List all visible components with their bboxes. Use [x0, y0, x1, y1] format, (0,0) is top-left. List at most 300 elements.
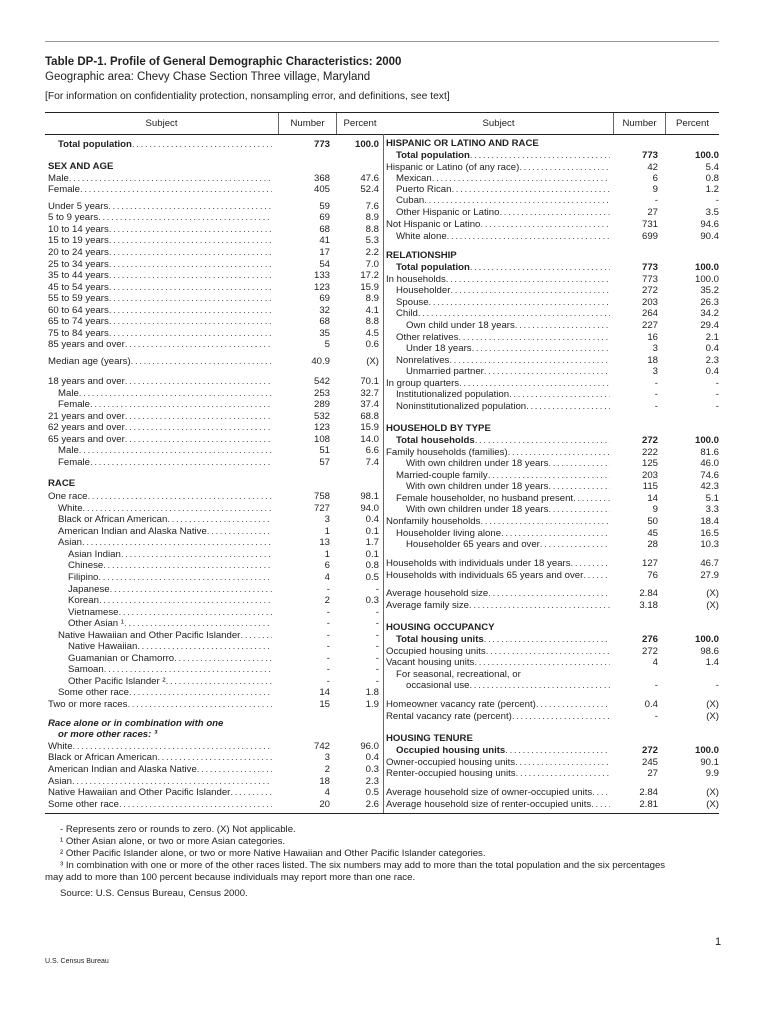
table-row [386, 558, 719, 569]
row-label: One race [48, 491, 88, 502]
table-row [386, 262, 719, 273]
dot-leader [125, 411, 272, 422]
dot-leader [515, 757, 610, 768]
number-cell: 17 [319, 247, 330, 258]
source-note: Source: U.S. Census Bureau, Census 2000. [60, 888, 248, 899]
table-row [48, 457, 379, 468]
table-row [48, 434, 379, 445]
percent-cell: 0.1 [365, 549, 379, 560]
table-row [386, 274, 719, 285]
table-row [386, 138, 719, 149]
dot-leader [447, 231, 610, 242]
number-cell: 68 [319, 224, 330, 235]
table-row [48, 161, 379, 172]
percent-cell: (X) [706, 787, 719, 798]
row-label: HOUSING TENURE [386, 733, 473, 744]
percent-cell: 3.3 [705, 504, 719, 515]
table-row [48, 764, 379, 775]
row-label: Guamanian or Chamorro [68, 653, 175, 664]
dot-leader [458, 332, 610, 343]
percent-cell: 0.3 [365, 595, 379, 606]
dot-leader [207, 526, 272, 537]
percent-cell: 0.1 [365, 526, 379, 537]
percent-cell: 17.2 [360, 270, 379, 281]
percent-cell: 0.3 [365, 764, 379, 775]
percent-cell [658, 622, 719, 633]
number-cell: 405 [313, 184, 330, 195]
number-cell: 542 [313, 376, 330, 387]
row-label: Households with individuals under 18 years [386, 558, 571, 569]
number-cell [272, 478, 330, 489]
percent-cell: (X) [706, 588, 719, 599]
percent-cell [658, 250, 719, 261]
number-cell: 222 [641, 447, 658, 458]
footnote: ² Other Pacific Islander alone, or two or more Native Hawaiian and Other Pacific Islander categories. [60, 848, 486, 859]
number-cell: 272 [641, 646, 658, 657]
percent-cell: - [375, 641, 379, 652]
row-label: Filipino [68, 572, 99, 583]
table-row [386, 378, 719, 389]
number-cell: - [326, 664, 330, 675]
table-row [48, 316, 379, 327]
number-cell: 123 [313, 422, 330, 433]
percent-cell: 10.3 [700, 539, 719, 550]
percent-cell [330, 478, 379, 489]
table-row [386, 699, 719, 710]
row-label: Renter-occupied housing units [386, 768, 516, 779]
number-cell [610, 423, 658, 434]
percent-cell: 0.5 [365, 572, 379, 583]
table-row [48, 776, 379, 787]
row-label: Householder 65 years and over [406, 539, 540, 550]
right-column-header [384, 113, 719, 134]
row-label: Female householder, no husband present [396, 493, 574, 504]
column-divider [383, 134, 384, 813]
number-cell: 3 [652, 366, 658, 377]
table-row [386, 285, 719, 296]
number-cell: 773 [641, 274, 658, 285]
dot-leader [230, 787, 272, 798]
number-cell [610, 138, 658, 149]
table-row [48, 503, 379, 514]
dot-leader [109, 305, 272, 316]
dot-leader [125, 339, 272, 350]
row-label: Japanese [68, 584, 110, 595]
dot-leader [469, 680, 610, 691]
row-label: Nonrelatives [396, 355, 450, 366]
percent-cell: 98.6 [700, 646, 719, 657]
table-row [48, 787, 379, 798]
number-cell: - [654, 378, 658, 389]
row-label: 10 to 14 years [48, 224, 109, 235]
number-cell: 133 [313, 270, 330, 281]
number-cell: 27 [647, 207, 658, 218]
table-row [386, 389, 719, 400]
table-row [48, 741, 379, 752]
table-row [48, 224, 379, 235]
dot-leader [167, 514, 272, 525]
row-label: Total housing units [396, 634, 484, 645]
table-row [48, 752, 379, 763]
row-label: Cuban [396, 195, 425, 206]
table-row [386, 366, 719, 377]
dot-leader [472, 343, 610, 354]
table-row [48, 607, 379, 618]
table-row [48, 641, 379, 652]
row-label: Male [58, 388, 79, 399]
header-bottom-rule [45, 134, 719, 135]
percent-cell [658, 733, 719, 744]
percent-cell: 5.3 [365, 235, 379, 246]
percent-cell: 100.0 [694, 435, 719, 446]
table-row [386, 458, 719, 469]
number-cell: 51 [319, 445, 330, 456]
table-row [48, 618, 379, 629]
number-cell: 203 [641, 297, 658, 308]
row-label: Institutionalized population [396, 389, 510, 400]
dot-leader [197, 764, 272, 775]
number-cell: 253 [313, 388, 330, 399]
dot-leader [129, 687, 272, 698]
dot-leader [109, 247, 272, 258]
percent-cell: 100.0 [694, 262, 719, 273]
table-row [386, 423, 719, 434]
table-row [48, 630, 379, 641]
table-row [48, 212, 379, 223]
table-row [386, 646, 719, 657]
row-label: Child [396, 308, 418, 319]
percent-cell: - [715, 195, 719, 206]
table-row [386, 634, 719, 645]
row-label: Samoan [68, 664, 104, 675]
table-row [386, 162, 719, 173]
number-cell: 9 [652, 504, 658, 515]
percent-cell: 52.4 [360, 184, 379, 195]
row-label: Female [58, 457, 90, 468]
table-row [386, 435, 719, 446]
row-label: occasional use [406, 680, 470, 691]
percent-cell: 27.9 [700, 570, 719, 581]
table-row [48, 305, 379, 316]
dot-leader [109, 224, 272, 235]
table-row [48, 259, 379, 270]
dot-leader [119, 607, 273, 618]
percent-cell: 42.3 [700, 481, 719, 492]
dot-leader [73, 741, 272, 752]
percent-cell: 0.4 [705, 343, 719, 354]
table-row [386, 470, 719, 481]
dot-leader [432, 173, 610, 184]
table-row [48, 399, 379, 410]
subject-header: Subject [45, 113, 279, 134]
number-cell: 27 [647, 768, 658, 779]
table-row [48, 201, 379, 212]
row-label: RACE [48, 478, 76, 489]
table-row [48, 422, 379, 433]
percent-cell: 37.4 [360, 399, 379, 410]
table-row [386, 173, 719, 184]
dot-leader [548, 504, 610, 515]
percent-cell: 1.9 [365, 699, 379, 710]
number-cell: 4 [324, 787, 330, 798]
row-label: Some other race [58, 687, 129, 698]
dot-leader [131, 356, 272, 367]
percent-cell: (X) [706, 600, 719, 611]
number-cell: 76 [647, 570, 658, 581]
number-cell: 125 [641, 458, 658, 469]
row-label: Other Hispanic or Latino [396, 207, 500, 218]
row-label: Under 18 years [406, 343, 472, 354]
percent-header: Percent [675, 118, 710, 129]
row-label: Owner-occupied housing units [386, 757, 516, 768]
left-column-header [45, 113, 383, 134]
row-label: Chinese [68, 560, 104, 571]
percent-cell: 5.1 [705, 493, 719, 504]
percent-cell: 18.4 [700, 516, 719, 527]
row-label: Other Asian ¹ [68, 618, 124, 629]
table-row [386, 768, 719, 779]
number-cell: 3 [324, 752, 330, 763]
table-row [48, 653, 379, 664]
row-label: Nonfamily households [386, 516, 481, 527]
percent-cell: 15.9 [360, 282, 379, 293]
row-label: For seasonal, recreational, or [396, 669, 521, 680]
percent-cell: 2.2 [365, 247, 379, 258]
number-cell: 4 [324, 572, 330, 583]
percent-cell: 4.5 [365, 328, 379, 339]
number-cell: 9 [652, 184, 658, 195]
number-cell: - [654, 401, 658, 412]
dot-leader [110, 584, 272, 595]
row-label: Asian [48, 776, 72, 787]
percent-cell: 1.4 [705, 657, 719, 668]
table-row [386, 184, 719, 195]
dot-leader [573, 493, 610, 504]
table-row [48, 595, 379, 606]
number-cell: 35 [319, 328, 330, 339]
dot-leader [591, 799, 610, 810]
row-label: Male [48, 173, 69, 184]
number-cell: 54 [319, 259, 330, 270]
table-row [386, 150, 719, 161]
table-row [48, 376, 379, 387]
table-row [386, 447, 719, 458]
number-cell: - [654, 711, 658, 722]
table-row [48, 235, 379, 246]
percent-cell: 29.4 [700, 320, 719, 331]
table-row [48, 184, 379, 195]
number-cell [272, 161, 330, 172]
dot-leader [480, 219, 610, 230]
percent-cell: 1.2 [705, 184, 719, 195]
percent-cell [330, 161, 379, 172]
number-cell: 57 [319, 457, 330, 468]
percent-cell: 46.0 [700, 458, 719, 469]
table-row [386, 207, 719, 218]
dot-leader [499, 207, 610, 218]
percent-cell: - [375, 584, 379, 595]
row-label: Total households [396, 435, 475, 446]
percent-cell: - [375, 676, 379, 687]
dot-leader [469, 600, 610, 611]
percent-cell: (X) [366, 356, 379, 367]
dot-leader [99, 595, 272, 606]
percent-cell: 1.7 [365, 537, 379, 548]
percent-cell: 3.5 [705, 207, 719, 218]
row-label: Unmarried partner [406, 366, 484, 377]
dot-leader [470, 262, 610, 273]
dot-leader [109, 328, 272, 339]
number-cell: 69 [319, 212, 330, 223]
row-label: Homeowner vacancy rate (percent) [386, 699, 536, 710]
percent-cell: 1.8 [365, 687, 379, 698]
number-cell: 123 [313, 282, 330, 293]
row-label: Householder living alone [396, 528, 502, 539]
table-row [386, 711, 719, 722]
table-row [48, 560, 379, 571]
row-label: 18 years and over [48, 376, 125, 387]
dot-leader [103, 560, 272, 571]
percent-cell: 14.0 [360, 434, 379, 445]
row-label: 62 years and over [48, 422, 125, 433]
row-label: Some other race [48, 799, 119, 810]
table-row [386, 516, 719, 527]
row-label: 5 to 9 years [48, 212, 99, 223]
number-cell: 13 [319, 537, 330, 548]
table-row [386, 504, 719, 515]
row-label: Average household size of owner-occupied units [386, 787, 593, 798]
percent-cell: - [375, 618, 379, 629]
row-label: White [48, 741, 73, 752]
dot-leader [526, 401, 610, 412]
number-cell: - [654, 389, 658, 400]
dot-leader [119, 799, 272, 810]
number-cell: 41 [319, 235, 330, 246]
dot-leader [90, 399, 272, 410]
dot-leader [474, 657, 610, 668]
dot-leader [98, 572, 272, 583]
table-row [48, 526, 379, 537]
row-label: Total population [396, 262, 470, 273]
dot-leader [470, 150, 610, 161]
row-label: 45 to 54 years [48, 282, 109, 293]
table-row [386, 297, 719, 308]
number-cell: 203 [641, 470, 658, 481]
dot-leader [446, 274, 610, 285]
number-cell [610, 622, 658, 633]
dot-leader [80, 184, 272, 195]
dot-leader [484, 634, 610, 645]
percent-cell: 100.0 [694, 745, 719, 756]
percent-cell: 100.0 [694, 274, 719, 285]
percent-cell: 0.4 [365, 514, 379, 525]
row-label: Other relatives [396, 332, 459, 343]
row-label: Asian Indian [68, 549, 121, 560]
row-label: Male [58, 445, 79, 456]
row-label: or more other races: ³ [58, 729, 158, 740]
table-row [48, 676, 379, 687]
table-row [48, 537, 379, 548]
row-label: Householder [396, 285, 451, 296]
number-cell: 272 [641, 745, 658, 756]
dot-leader [157, 752, 272, 763]
footnote: ³ In combination with one or more of the other races listed. The six numbers may add to more than the total population and the six percentages [60, 860, 666, 871]
row-label: 65 to 74 years [48, 316, 109, 327]
number-cell: - [326, 641, 330, 652]
row-label: Own child under 18 years [406, 320, 515, 331]
percent-cell: 5.4 [705, 162, 719, 173]
percent-cell: 90.1 [700, 757, 719, 768]
dot-leader [592, 787, 610, 798]
percent-cell: 100.0 [694, 634, 719, 645]
number-cell: 742 [313, 741, 330, 752]
table-row [386, 570, 719, 581]
dot-leader [536, 699, 610, 710]
row-label: 21 years and over [48, 411, 125, 422]
percent-cell: 15.9 [360, 422, 379, 433]
number-cell: 758 [313, 491, 330, 502]
table-row [386, 733, 719, 744]
table-row [48, 328, 379, 339]
row-label: With own children under 18 years [406, 504, 549, 515]
number-cell: 245 [641, 757, 658, 768]
number-cell: 727 [313, 503, 330, 514]
number-header: Number [614, 113, 666, 134]
percent-cell: 0.8 [705, 173, 719, 184]
number-cell: 699 [641, 231, 658, 242]
table-row [386, 320, 719, 331]
percent-cell: 0.4 [365, 752, 379, 763]
row-label: Native Hawaiian [68, 641, 138, 652]
dot-leader [459, 378, 610, 389]
dot-leader [121, 549, 272, 560]
percent-cell: (X) [706, 711, 719, 722]
number-cell: - [326, 618, 330, 629]
dot-leader [132, 139, 272, 150]
percent-cell: - [375, 664, 379, 675]
dot-leader [109, 282, 272, 293]
table-row [386, 355, 719, 366]
percent-cell: - [375, 607, 379, 618]
dot-leader [137, 641, 272, 652]
table-row [48, 293, 379, 304]
row-label: White alone [396, 231, 447, 242]
info-note: [For information on confidentiality protection, nonsampling error, and definitions, see text] [45, 91, 450, 102]
percent-cell: 74.6 [700, 470, 719, 481]
dot-leader [508, 447, 610, 458]
row-label: 25 to 34 years [48, 259, 109, 270]
dot-leader [90, 457, 272, 468]
number-cell: 264 [641, 308, 658, 319]
number-cell: 6 [652, 173, 658, 184]
row-label: Native Hawaiian and Other Pacific Islander [48, 787, 231, 798]
number-cell: 773 [641, 150, 658, 161]
percent-cell: 32.7 [360, 388, 379, 399]
dot-leader [174, 653, 272, 664]
row-label: Asian [58, 537, 82, 548]
percent-cell [330, 729, 379, 740]
table-row [386, 481, 719, 492]
number-cell: - [326, 653, 330, 664]
row-label: SEX AND AGE [48, 161, 114, 172]
number-cell: 368 [313, 173, 330, 184]
number-cell: 1 [324, 549, 330, 560]
table-row [48, 729, 379, 740]
row-label: 65 years and over [48, 434, 125, 445]
dot-leader [450, 285, 610, 296]
row-label: 55 to 59 years [48, 293, 109, 304]
dot-leader [104, 664, 272, 675]
